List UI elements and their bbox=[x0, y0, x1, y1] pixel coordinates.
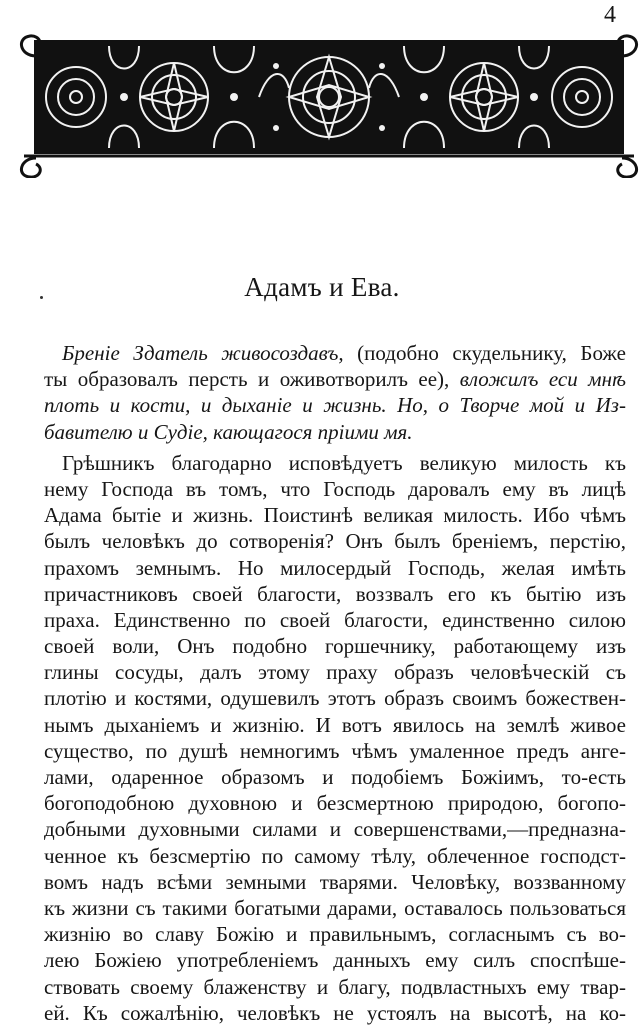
print-speck bbox=[40, 296, 43, 299]
paragraph-line: ей. Къ сожалѣнію, человѣкъ не устоялъ на высотѣ, на ко- bbox=[44, 1000, 626, 1025]
paragraph-line: существо, по душѣ немногимъ чѣмъ умаленное предъ анге- bbox=[44, 738, 626, 763]
paragraph-line: причастниковъ своей благости, воззвалъ его къ бытію изъ bbox=[44, 581, 626, 606]
paragraph-line: былъ человѣкъ до сотворенія? Онъ былъ бреніемъ, перстію, bbox=[44, 529, 626, 554]
paragraph-line: плотію и костями, одушевилъ этотъ образъ своимъ божествен- bbox=[44, 686, 626, 711]
paragraph-line: добными духовными силами и совершенствами,—предназна- bbox=[44, 817, 626, 842]
chapter-title: Адамъ и Ева. bbox=[244, 272, 400, 302]
paragraph-line: лами, одаренное образомъ и подобіемъ Божіимъ, то-есть bbox=[44, 765, 626, 789]
paragraph-line: ствовать своему блаженству и благу, подвластныхъ ему твар- bbox=[44, 974, 626, 999]
paragraph-line: нему Господа въ томъ, что Господь даровалъ ему въ лицѣ bbox=[44, 476, 626, 501]
paragraph-line: вомъ надъ всѣми земными тварями. Человѣку, воззванному bbox=[44, 869, 626, 894]
paragraph-line: жизнію во славу Божію и правильнымъ, согласнымъ съ во- bbox=[44, 922, 626, 947]
paragraph-line: Адама бытіе и жизнь. Поистинѣ великая милость. Ибо чѣмъ bbox=[44, 503, 626, 528]
text-body bbox=[44, 340, 626, 1026]
paragraph-line: къ жизни съ такими богатыми дарами, оставалось пользоваться bbox=[44, 895, 626, 920]
paragraph-line: глины сосуды, далъ этому праху образъ человѣческій съ bbox=[44, 660, 626, 685]
page-number: 4 bbox=[604, 2, 616, 28]
epigraph-line: ты образовалъ персть и оживотворилъ ее), вложилъ еси мнѣ bbox=[44, 367, 626, 392]
epigraph-line: бавителю и Судіе, кающагося пріими мя. bbox=[44, 419, 413, 444]
paragraph-line: праха. Единственно по своей благости, единственно силою bbox=[44, 607, 626, 632]
paragraph-line: нымъ дыханіемъ и жизнію. И вотъ явилось на землѣ живое bbox=[44, 712, 626, 737]
epigraph-line: плоть и кости, и дыханіе и жизнь. Но, о Творче мой и Из- bbox=[44, 393, 626, 418]
paragraph-line: ченное къ безсмертію по самому тѣлу, облеченное господст- bbox=[44, 843, 626, 868]
ornamental-headpiece bbox=[14, 28, 644, 178]
paragraph-line: своей воли, Онъ подобно горшечнику, работающему изъ bbox=[44, 634, 626, 659]
main-paragraph bbox=[44, 450, 626, 1026]
paragraph-line: прахомъ земнымъ. Но милосердый Господь, желая имѣть bbox=[44, 555, 626, 580]
paragraph-line: богоподобною духовною и безсмертною природою, богопо- bbox=[44, 791, 626, 816]
epigraph-line: Бреніе Здатель живосоздавъ, (подобно скудельнику, Боже bbox=[62, 341, 626, 365]
paragraph-line: лею Божіею употребленіемъ данныхъ ему силъ споспѣше- bbox=[44, 948, 626, 973]
paragraph-line: Грѣшникъ благодарно исповѣдуетъ великую милость къ bbox=[62, 450, 626, 475]
